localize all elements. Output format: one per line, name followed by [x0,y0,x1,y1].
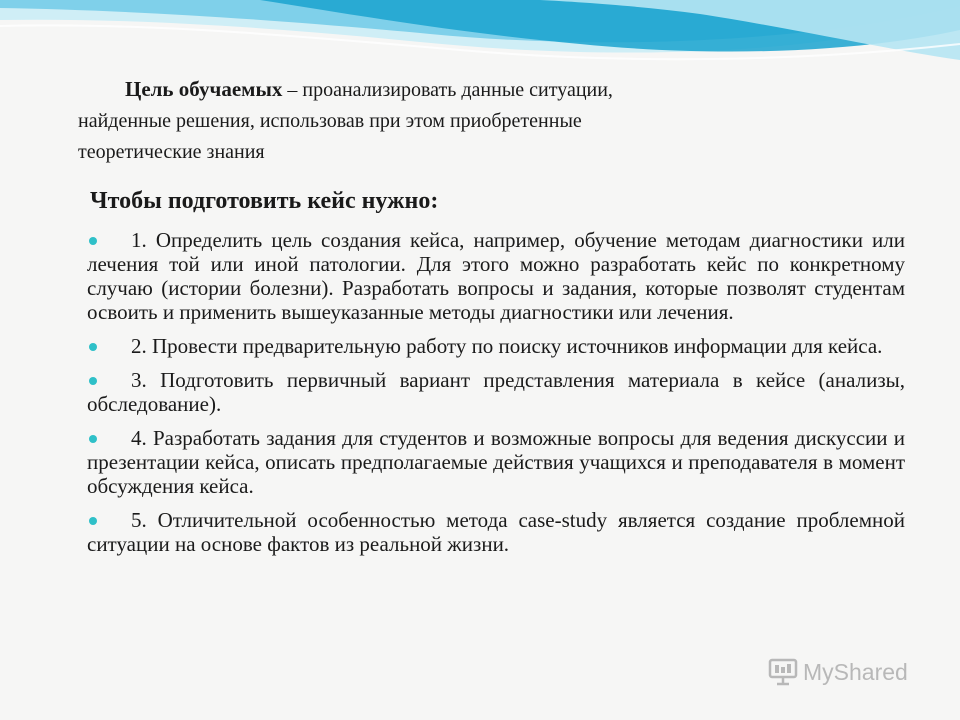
intro-line-2: найденные решения, использовав при этом приобретенные [78,110,582,132]
myshared-watermark [768,658,908,686]
steps-list [87,228,905,566]
list-item [87,368,905,416]
decorative-wave-header [0,0,960,80]
watermark-text: MyShared [803,658,908,685]
intro-title: Цель обучаемых [125,77,283,101]
intro-paragraph [78,74,858,168]
bullet-dot-icon [89,517,97,525]
intro-line-1: проанализировать данные ситуации, [302,79,613,101]
list-item-text: 1. Определить цель создания кейса, например, обучение методам диагностики или лечения той или иной патологии. Для этого можно разработать кейс по конкретному случаю (истории болезни). Разработать вопросы и задания, которые позволят студентам освоить и применить вышеуказанные методы диагностики или лечения. [87,228,905,324]
presentation-board-icon [768,658,798,686]
bullet-dot-icon [89,435,97,443]
list-item-text: 4. Разработать задания для студентов и возможные вопросы для ведения дискуссии и презентации кейса, описать предполагаемые действия учащихся и преподавателя в момент обсуждения кейса. [87,426,905,498]
bullet-dot-icon [89,377,97,385]
list-item-text: 2. Провести предварительную работу по поиску источников информации для кейса. [131,334,883,358]
list-item [87,334,905,358]
intro-dash: – [287,79,298,101]
list-item-text: 5. Отличительной особенностью метода case-study является создание проблемной ситуации на основе фактов из реальной жизни. [87,508,905,556]
section-heading: Чтобы подготовить кейс нужно: [90,188,439,214]
list-item-text: 3. Подготовить первичный вариант представления материала в кейсе (анализы, обследование). [87,368,905,416]
bullet-dot-icon [89,237,97,245]
bullet-dot-icon [89,343,97,351]
list-item [87,426,905,498]
list-item [87,508,905,556]
intro-line-3: теоретические знания [78,141,265,163]
list-item [87,228,905,324]
